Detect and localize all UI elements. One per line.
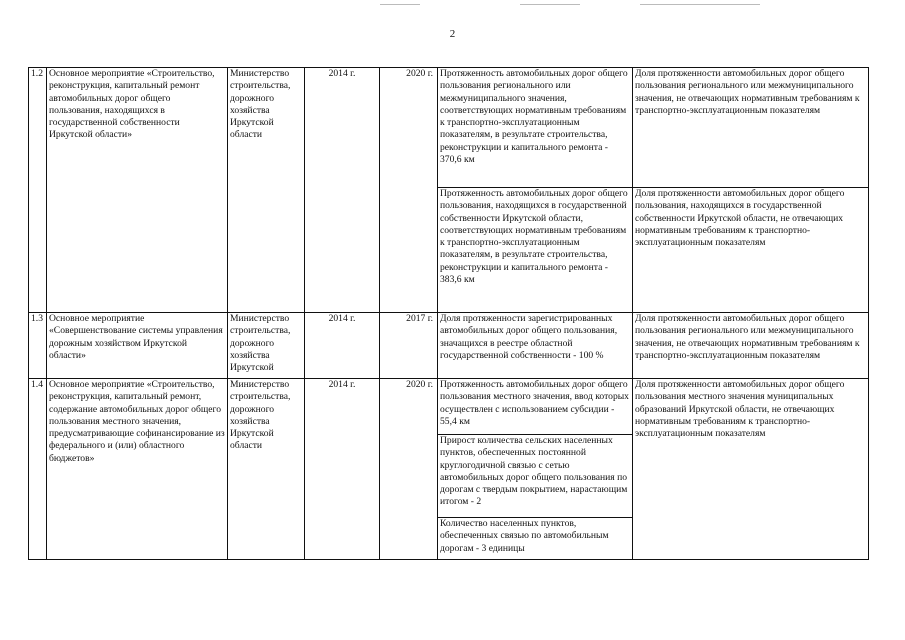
target-indicator: Доля протяженности автомобильных дорог общего пользования регионального или межмуниципального значения, не отвечающих нормативным требованиям к транспортно-эксплуатационным показателям xyxy=(633,68,869,188)
target-indicator: Доля протяженности автомобильных дорог общего пользования, находящихся в государственной собственности Иркутской области, не отвечающих нормативным требованиям к транспортно-эксплуатационным показателям xyxy=(633,188,869,313)
page-number: 2 xyxy=(449,28,456,40)
expected-result: Прирост количества сельских населенных пунктов, обеспеченных постоянной круглогодичной связью с сетью автомобильных дорог общего пользования по дорогам с твердым покрытием, нарастающим итогом - 2 xyxy=(438,435,633,518)
end-year: 2020 г. xyxy=(380,379,438,560)
target-indicator: Доля протяженности автомобильных дорог общего пользования местного значения муниципальных образований Иркутской области, не отвечающих нормативным требованиям к транспортно-эксплуатационным показателям xyxy=(633,379,869,560)
table-row xyxy=(29,379,869,435)
executor: Министерство строительства, дорожного хозяйства Иркутской области xyxy=(228,68,305,313)
scan-artifact xyxy=(380,4,420,5)
start-year: 2014 г. xyxy=(305,313,380,379)
table-row xyxy=(29,313,869,379)
row-number: 1.4 xyxy=(29,379,47,560)
expected-result: Количество населенных пунктов, обеспеченных связью по автомобильным дорогам - 3 единицы xyxy=(438,518,633,560)
target-indicator: Доля протяженности автомобильных дорог общего пользования регионального или межмуниципального значения, не отвечающих нормативным требованиям к транспортно-эксплуатационным показателям xyxy=(633,313,869,379)
executor: Министерство строительства, дорожного хозяйства Иркутской области xyxy=(228,379,305,560)
event-name: Основное мероприятие «Совершенствование системы управления дорожным хозяйством Иркутской области» xyxy=(47,313,228,379)
expected-result: Протяженность автомобильных дорог общего пользования, находящихся в государственной собственности Иркутской области, соответствующих нормативным требованиям к транспортно-эксплуатационным показателям, в результате строительства, реконструкции и капитального ремонта - 383,6 км xyxy=(438,188,633,313)
row-number: 1.3 xyxy=(29,313,47,379)
event-name: Основное мероприятие «Строительство, реконструкция, капитальный ремонт автомобильных дорог общего пользования, находящихся в государственной собственности Иркутской области» xyxy=(47,68,228,313)
scan-artifact xyxy=(640,4,760,5)
event-name: Основное мероприятие «Строительство, реконструкция, капитальный ремонт, содержание автомобильных дорог общего пользования местного значения, предусматривающие софинансирование из федерального и (или) областного бюджетов» xyxy=(47,379,228,560)
table-row xyxy=(29,68,869,188)
executor: Министерство строительства, дорожного хозяйства Иркутской xyxy=(228,313,305,379)
end-year: 2017 г. xyxy=(380,313,438,379)
start-year: 2014 г. xyxy=(305,68,380,313)
program-events-table xyxy=(28,67,869,560)
expected-result: Доля протяженности зарегистрированных автомобильных дорог общего пользования, значащихся в реестре областной государственной собственности - 100 % xyxy=(438,313,633,379)
row-number: 1.2 xyxy=(29,68,47,313)
start-year: 2014 г. xyxy=(305,379,380,560)
expected-result: Протяженность автомобильных дорог общего пользования регионального или межмуниципального значения, соответствующих нормативным требованиям к транспортно-эксплуатационным показателям, в результате строительства, реконструкции и капитального ремонта - 370,6 км xyxy=(438,68,633,188)
expected-result: Протяженность автомобильных дорог общего пользования местного значения, ввод которых осуществлен с использованием субсидии - 55,4 км xyxy=(438,379,633,435)
scan-artifact xyxy=(520,4,580,5)
end-year: 2020 г. xyxy=(380,68,438,313)
